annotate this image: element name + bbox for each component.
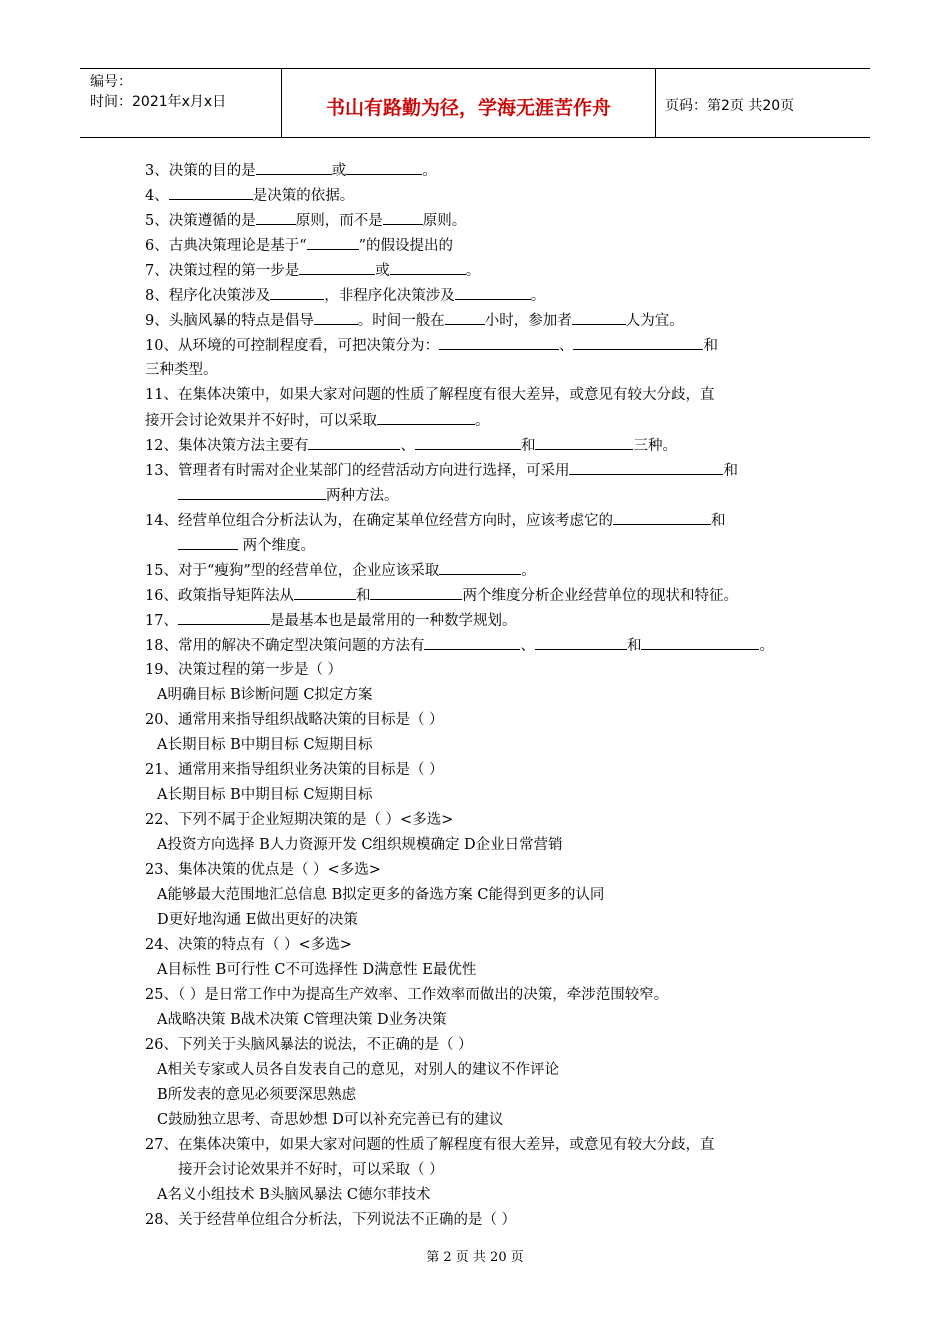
answer-blank: [314, 308, 358, 325]
header-info-cell: [80, 69, 282, 137]
page-header: [80, 68, 870, 138]
header-motto: 书山有路勤为径，学海无涯苦作舟: [325, 97, 611, 119]
answer-blank: [439, 558, 521, 575]
question-10-cont: 三种类型。: [145, 362, 218, 378]
question-28: 28、关于经营单位组合分析法，下列说法不正确的是（ ）: [145, 1212, 517, 1228]
answer-blank: [370, 583, 462, 600]
answer-blank: [377, 408, 475, 425]
question-24: 24、决策的特点有（ ）<多选>: [145, 937, 352, 953]
answer-blank: [169, 183, 253, 200]
question-27-cont: 接开会讨论效果并不好时，可以采取（ ）: [178, 1162, 444, 1178]
answer-blank: [307, 233, 359, 250]
question-19-options: A明确目标 B诊断问题 C拟定方案: [157, 687, 373, 703]
question-23-options: A能够最大范围地汇总信息 B拟定更多的备选方案 C能得到更多的认同: [157, 887, 605, 903]
question-22: 22、下列不属于企业短期决策的是（ ）<多选>: [145, 812, 454, 828]
answer-blank: [445, 308, 485, 325]
question-25-options: A战略决策 B战术决策 C管理决策 D业务决策: [157, 1012, 447, 1028]
question-23: 23、集体决策的优点是（ ）<多选>: [145, 862, 381, 878]
question-16: 16、政策指导矩阵法从 和 两个维度分析企业经营单位的现状和特征。: [145, 583, 825, 608]
answer-blank: [178, 483, 326, 500]
question-26-options: B所发表的意见必须要深思熟虑: [157, 1087, 357, 1103]
question-4: 4、 是决策的依据。: [145, 183, 825, 208]
answer-blank: [346, 158, 422, 175]
question-20: 20、通常用来指导组织战略决策的目标是（ ）: [145, 712, 444, 728]
question-21-options: A长期目标 B中期目标 C短期目标: [157, 787, 373, 803]
question-18: 18、常用的解决不确定型决策问题的方法有 、 和 。: [145, 633, 825, 658]
answer-blank: [299, 258, 375, 275]
document-date-label: 时间：2021年x月x日: [90, 94, 227, 110]
question-10: 10、从环境的可控制程度看，可把决策分为： 、 和: [145, 333, 825, 358]
answer-blank: [572, 308, 626, 325]
question-14: 14、经营单位组合分析法认为，在确定某单位经营方向时，应该考虑它的 和: [145, 508, 825, 533]
answer-blank: [294, 583, 356, 600]
answer-blank: [178, 608, 270, 625]
question-13: 13、管理者有时需对企业某部门的经营活动方向进行选择，可采用 和: [145, 458, 825, 483]
answer-blank: [383, 208, 423, 225]
question-25: 25、（ ）是日常工作中为提高生产效率、工作效率而做出的决策，牵涉范围较窄。: [145, 987, 669, 1003]
question-11-cont: 接开会讨论效果并不好时，可以采取 。: [145, 408, 825, 433]
answer-blank: [613, 508, 711, 525]
answer-blank: [308, 433, 400, 450]
question-21: 21、通常用来指导组织业务决策的目标是（ ）: [145, 762, 444, 778]
question-12: 12、集体决策方法主要有 、 和 三种。: [145, 433, 825, 458]
answer-blank: [455, 283, 531, 300]
question-7: 7、决策过程的第一步是 或 。: [145, 258, 825, 283]
page-footer: 第 2 页 共 20 页: [426, 1250, 524, 1265]
answer-blank: [439, 333, 559, 350]
header-motto-cell: [282, 69, 656, 137]
question-22-options: A投资方向选择 B人力资源开发 C组织规模确定 D企业日常营销: [157, 837, 563, 853]
question-5: 5、决策遵循的是 原则，而不是 原则。: [145, 208, 825, 233]
question-8: 8、程序化决策涉及 ，非程序化决策涉及 。: [145, 283, 825, 308]
question-27-options: A名义小组技术 B头脑风暴法 C德尔菲技术: [157, 1187, 431, 1203]
question-24-options: A目标性 B可行性 C不可选择性 D满意性 E最优性: [157, 962, 477, 978]
answer-blank: [415, 433, 521, 450]
question-17: 17、 是最基本也是最常用的一种数学规划。: [145, 608, 825, 633]
document-number-label: 编号：: [90, 74, 132, 90]
answer-blank: [535, 433, 633, 450]
answer-blank: [535, 633, 627, 650]
answer-blank: [573, 333, 703, 350]
question-26-options: A相关专家或人员各自发表自己的意见，对别人的建议不作评论: [157, 1062, 559, 1078]
question-11: 11、在集体决策中，如果大家对问题的性质了解程度有很大差异，或意见有较大分歧，直: [145, 387, 715, 403]
question-13-cont: 两种方法。: [145, 483, 825, 508]
question-23-options: D更好地沟通 E做出更好的决策: [157, 912, 358, 928]
question-26: 26、下列关于头脑风暴法的说法，不正确的是（ ）: [145, 1037, 473, 1053]
answer-blank: [390, 258, 466, 275]
question-3: 3、决策的目的是 或 。: [145, 158, 825, 183]
header-page-cell: [656, 69, 870, 137]
question-27: 27、在集体决策中，如果大家对问题的性质了解程度有很大差异，或意见有较大分歧，直: [145, 1137, 715, 1153]
question-14-cont: 两个维度。: [145, 533, 825, 558]
answer-blank: [641, 633, 759, 650]
question-20-options: A长期目标 B中期目标 C短期目标: [157, 737, 373, 753]
question-6: 6、古典决策理论是基于“ ”的假设提出的: [145, 233, 825, 258]
answer-blank: [178, 533, 238, 550]
header-page-info: 页码：第2页 共20页: [665, 98, 795, 114]
question-list: [145, 158, 825, 1233]
answer-blank: [569, 458, 723, 475]
answer-blank: [270, 283, 324, 300]
answer-blank: [256, 158, 332, 175]
question-19: 19、决策过程的第一步是（ ）: [145, 662, 343, 678]
question-15: 15、对于“瘦狗”型的经营单位，企业应该采取 。: [145, 558, 825, 583]
question-9: 9、头脑风暴的特点是倡导 。时间一般在 小时，参加者 人为宜。: [145, 308, 825, 333]
answer-blank: [424, 633, 520, 650]
question-26-options: C鼓励独立思考、奇思妙想 D可以补充完善已有的建议: [157, 1112, 504, 1128]
answer-blank: [256, 208, 296, 225]
